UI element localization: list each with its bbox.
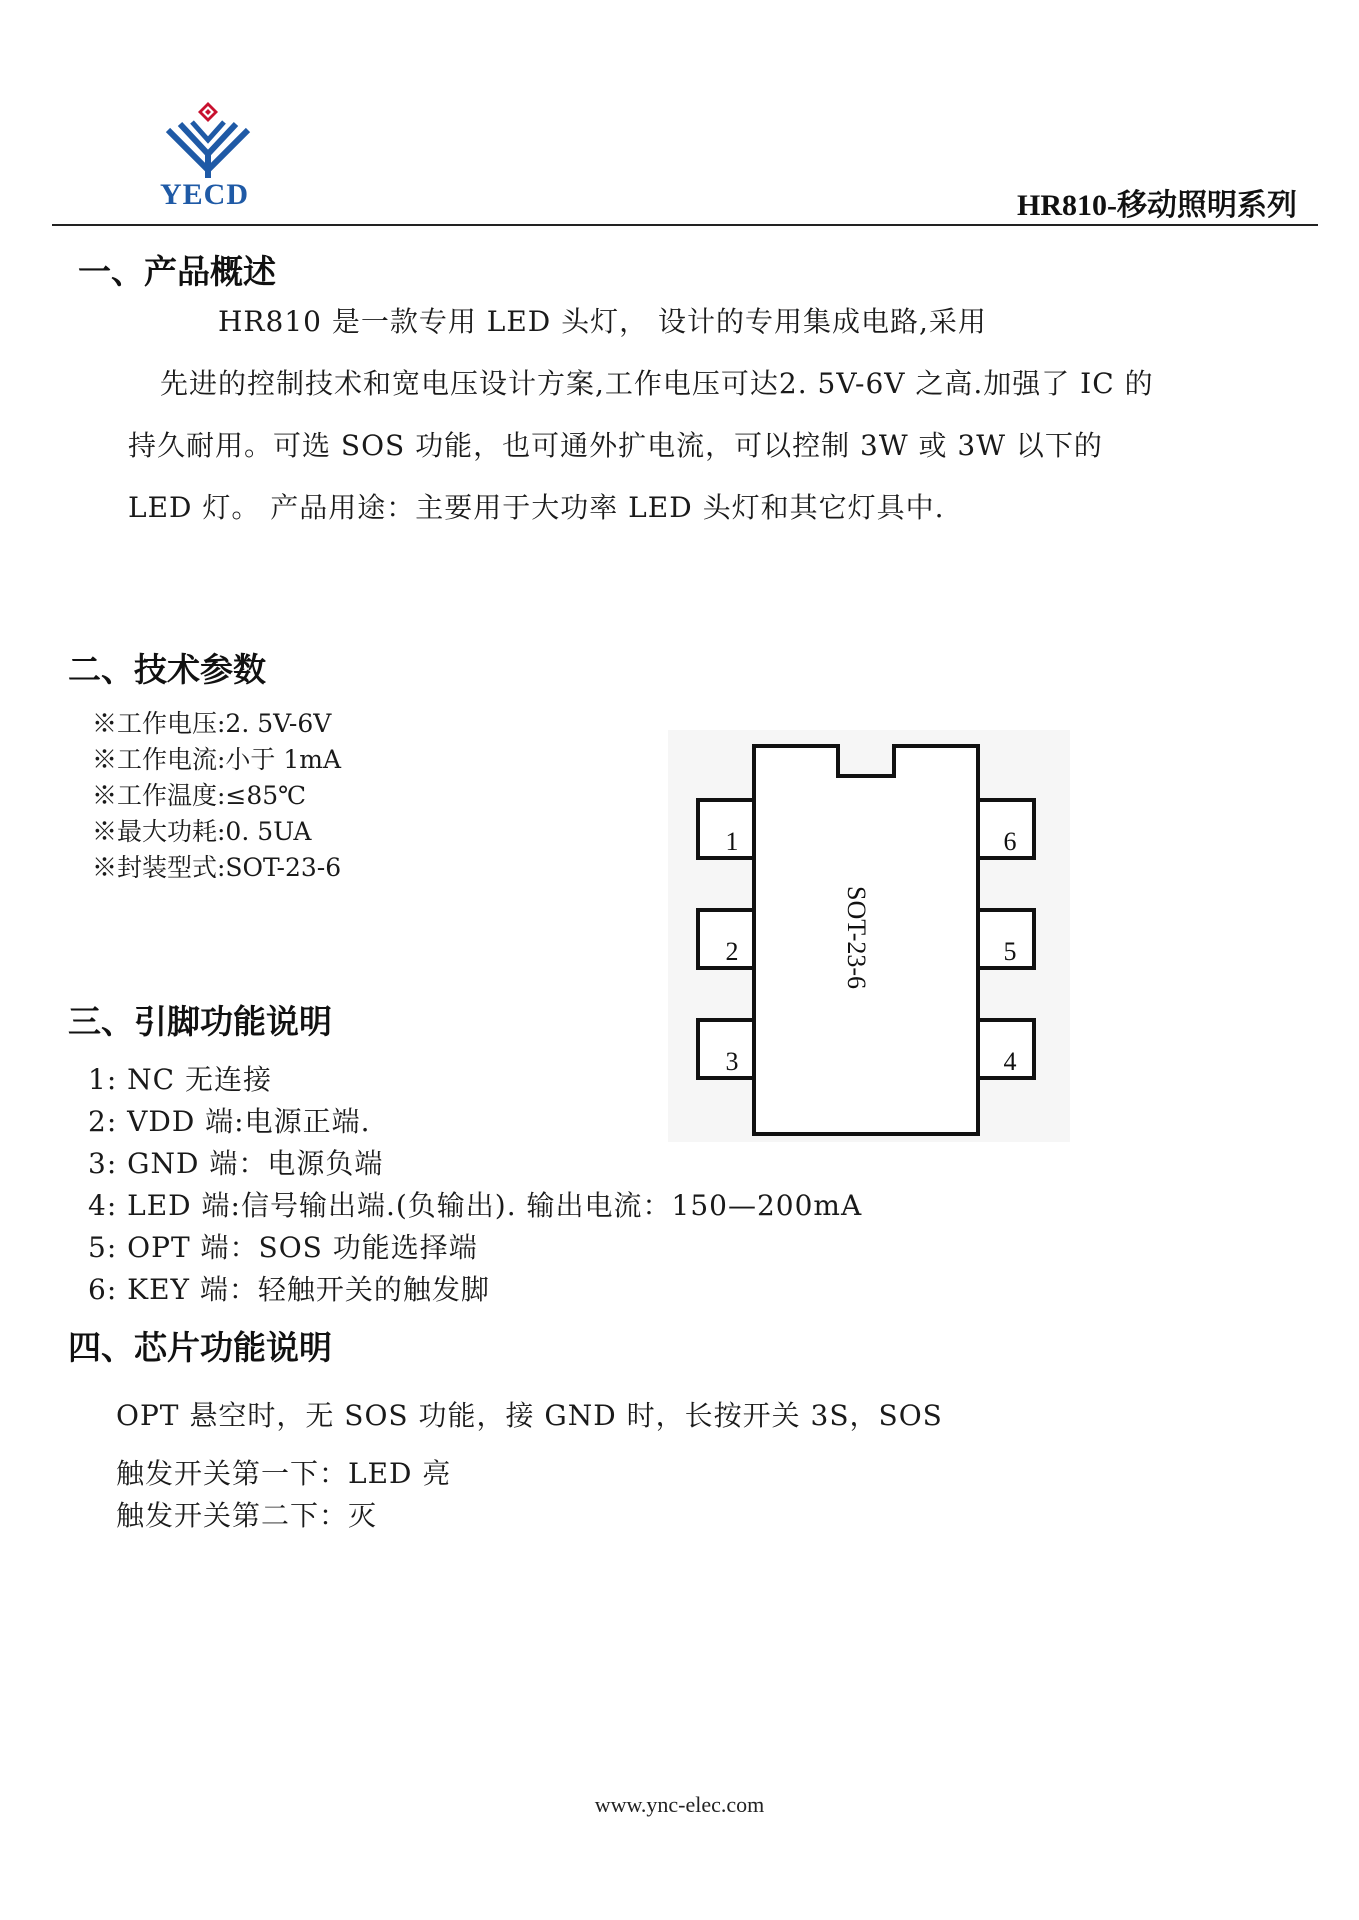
pin-description: 1: NC 无连接 — [88, 1063, 272, 1096]
pin-description: 4: LED 端:信号输出端.(负输出). 输出电流：150—200mA — [88, 1189, 863, 1222]
footer-url: www.ync-elec.com — [594, 1792, 765, 1817]
overview-line: HR810 是一款专用 LED 头灯， 设计的专用集成电路,采用 — [218, 305, 987, 338]
pins-heading: 三、引脚功能说明 — [68, 1002, 332, 1041]
chip-function-heading: 四、芯片功能说明 — [68, 1328, 332, 1367]
logo-text: YECD — [160, 178, 250, 211]
spec-item: ※最大功耗:0. 5UA — [92, 817, 312, 846]
pin-description: 3: GND 端：电源负端 — [88, 1147, 384, 1180]
chip-function-line: 触发开关第二下：灭 — [116, 1499, 378, 1532]
spec-item: ※工作电压:2. 5V-6V — [92, 709, 332, 738]
spec-item: ※封装型式:SOT-23-6 — [92, 853, 342, 882]
specs-heading: 二、技术参数 — [68, 650, 266, 689]
pin-number: 1 — [725, 827, 739, 856]
spec-item: ※工作温度:≤85℃ — [92, 781, 307, 810]
pin-number: 2 — [725, 937, 739, 966]
pin-number: 5 — [1003, 937, 1017, 966]
header-divider — [52, 224, 1318, 226]
package-label: SOT-23-6 — [842, 886, 871, 990]
chip-function-line: OPT 悬空时，无 SOS 功能，接 GND 时，长按开关 3S，SOS — [116, 1399, 943, 1432]
company-logo — [160, 100, 256, 180]
overview-line: 持久耐用。可选 SOS 功能，也可通外扩电流，可以控制 3W 或 3W 以下的 — [128, 429, 1103, 462]
package-diagram — [668, 730, 1070, 1142]
overview-line: 先进的控制技术和宽电压设计方案,工作电压可达2. 5V-6V 之高.加强了 IC 的 — [160, 367, 1154, 400]
pin-description: 6: KEY 端：轻触开关的触发脚 — [88, 1273, 490, 1306]
pin-description: 2: VDD 端:电源正端. — [88, 1105, 371, 1138]
pin-description: 5: OPT 端：SOS 功能选择端 — [88, 1231, 478, 1264]
chip-function-line: 触发开关第一下：LED 亮 — [116, 1457, 452, 1490]
spec-item: ※工作电流:小于 1mA — [92, 745, 342, 774]
logo-mark-icon — [160, 100, 256, 180]
overview-heading: 一、产品概述 — [78, 252, 276, 291]
pin-number: 6 — [1003, 827, 1017, 856]
pin-number: 4 — [1003, 1047, 1017, 1076]
overview-line: LED 灯。 产品用途：主要用于大功率 LED 头灯和其它灯具中. — [128, 491, 945, 524]
pin-number: 3 — [725, 1047, 739, 1076]
document-series-title: HR810-移动照明系列 — [1017, 189, 1297, 222]
